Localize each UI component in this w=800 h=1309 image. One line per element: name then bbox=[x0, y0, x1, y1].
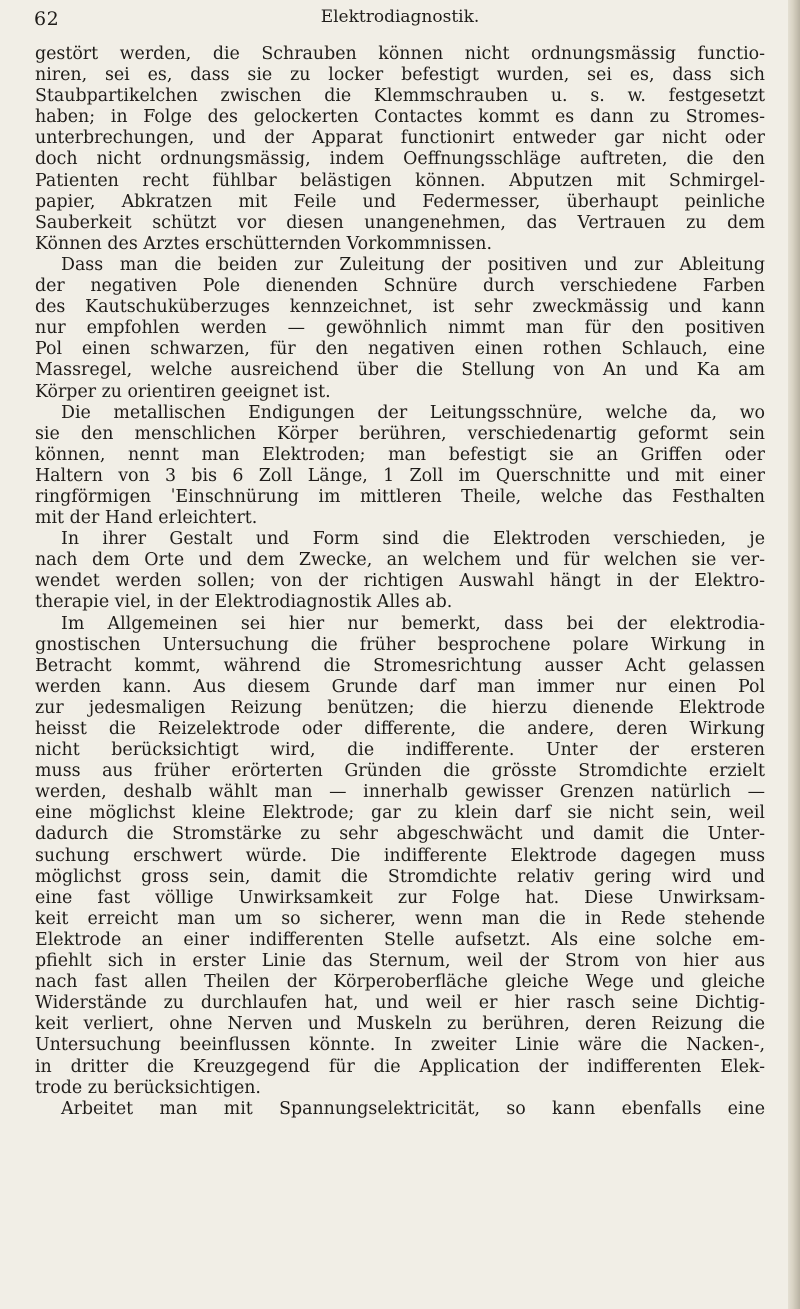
text-line: papier, Abkratzen mit Feile und Federmesser, überhaupt peinliche bbox=[35, 191, 765, 212]
text-line: Arbeitet man mit Spannungselektricität, so kann ebenfalls eine bbox=[61, 1098, 765, 1119]
text-line: Dass man die beiden zur Zuleitung der positiven und zur Ableitung bbox=[61, 254, 765, 275]
text-line: mit der Hand erleichtert. bbox=[35, 508, 258, 529]
page-edge bbox=[788, 0, 800, 1309]
page-number: 62 bbox=[34, 8, 60, 30]
text-line: suchung erschwert würde. Die indifferente Elektrode dagegen muss bbox=[35, 845, 765, 866]
text-line: Patienten recht fühlbar belästigen können. Abputzen mit Schmirgel- bbox=[35, 170, 765, 191]
text-line: Elektrode an einer indifferenten Stelle aufsetzt. Als eine solche em- bbox=[35, 929, 765, 950]
text-line: nach fast allen Theilen der Körperoberfläche gleiche Wege und gleiche bbox=[35, 972, 765, 993]
text-line: Betracht kommt, während die Stromesrichtung ausser Acht gelassen bbox=[35, 655, 765, 676]
text-line: doch nicht ordnungsmässig, indem Oeffnungsschläge auftreten, die den bbox=[35, 149, 765, 170]
text-line: muss aus früher erörterten Gründen die grösste Stromdichte erzielt bbox=[35, 761, 765, 782]
text-line: keit erreicht man um so sicherer, wenn man die in Rede stehende bbox=[35, 908, 765, 929]
text-line: werden, deshalb wählt man — innerhalb gewisser Grenzen natürlich — bbox=[35, 782, 765, 803]
text-line: Massregel, welche ausreichend über die Stellung von An und Ka am bbox=[35, 360, 765, 381]
running-title: Elektrodiagnostik. bbox=[320, 7, 480, 27]
text-line: haben; in Folge des gelockerten Contactes kommt es dann zu Stromes- bbox=[35, 107, 765, 128]
text-line: der negativen Pole dienenden Schnüre durch verschiedene Farben bbox=[35, 276, 765, 297]
text-line: können, nennt man Elektroden; man befestigt sie an Griffen oder bbox=[35, 444, 765, 465]
text-line: möglichst gross sein, damit die Stromdichte relativ gering wird und bbox=[35, 866, 765, 887]
text-line: Untersuchung beeinflussen könnte. In zweiter Linie wäre die Nacken-, bbox=[35, 1035, 765, 1056]
text-line: eine möglichst kleine Elektrode; gar zu klein darf sie nicht sein, weil bbox=[35, 803, 765, 824]
text-line: nach dem Orte und dem Zwecke, an welchem und für welchen sie ver- bbox=[35, 550, 765, 571]
text-line: dadurch die Stromstärke zu sehr abgeschwächt und damit die Unter- bbox=[35, 824, 765, 845]
text-line: nicht berücksichtigt wird, die indifferente. Unter der ersteren bbox=[35, 740, 765, 761]
text-line: Können des Arztes erschütternden Vorkommnissen. bbox=[35, 233, 493, 254]
text-line: heisst die Reizelektrode oder differente, die andere, deren Wirkung bbox=[35, 719, 765, 739]
text-line: des Kautschuküberzuges kennzeichnet, ist sehr zweckmässig und kann bbox=[35, 297, 765, 318]
text-line: eine fast völlige Unwirksamkeit zur Folge hat. Diese Unwirksam- bbox=[35, 887, 765, 908]
text-line: werden kann. Aus diesem Grunde darf man immer nur einen Pol bbox=[35, 676, 765, 697]
text-line: Pol einen schwarzen, für den negativen einen rothen Schlauch, eine bbox=[35, 339, 765, 360]
text-line: niren, sei es, dass sie zu locker befestigt wurden, sei es, dass sich bbox=[35, 65, 765, 86]
text-line: ringförmigen ˈEinschnürung im mittleren Theile, welche das Festhalten bbox=[35, 486, 765, 507]
text-line: pfiehlt sich in erster Linie das Sternum, weil der Strom von hier aus bbox=[35, 951, 765, 972]
text-line: zur jedesmaligen Reizung benützen; die hierzu dienende Elektrode bbox=[35, 697, 765, 718]
text-line: Sauberkeit schützt vor diesen unangenehmen, das Vertrauen zu dem bbox=[35, 212, 765, 233]
text-line: In ihrer Gestalt und Form sind die Elektroden verschieden, je bbox=[61, 529, 765, 550]
text-line: therapie viel, in der Elektrodiagnostik Alles ab. bbox=[35, 592, 453, 613]
text-line: Staubpartikelchen zwischen die Klemmschrauben u. s. w. festgesetzt bbox=[35, 86, 765, 107]
text-line: Die metallischen Endigungen der Leitungsschnüre, welche da, wo bbox=[61, 402, 765, 423]
text-line: Widerstände zu durchlaufen hat, und weil er hier rasch seine Dichtig- bbox=[35, 993, 765, 1014]
text-line: keit verliert, ohne Nerven und Muskeln zu berühren, deren Reizung die bbox=[35, 1014, 765, 1035]
text-line: wendet werden sollen; von der richtigen Auswahl hängt in der Elektro- bbox=[35, 571, 765, 592]
text-line: unterbrechungen, und der Apparat functionirt entweder gar nicht oder bbox=[35, 128, 765, 149]
text-line: Körper zu orientiren geeignet ist. bbox=[35, 381, 331, 402]
text-line: gestört werden, die Schrauben können nicht ordnungsmässig functio- bbox=[35, 44, 765, 64]
text-line: in dritter die Kreuzgegend für die Application der indifferenten Elek- bbox=[35, 1056, 765, 1077]
text-line: Haltern von 3 bis 6 Zoll Länge, 1 Zoll im Querschnitte und mit einer bbox=[35, 465, 765, 486]
body-text bbox=[35, 44, 765, 1120]
text-line: nur empfohlen werden — gewöhnlich nimmt man für den positiven bbox=[35, 318, 765, 339]
text-line: trode zu berücksichtigen. bbox=[35, 1077, 261, 1098]
text-line: Im Allgemeinen sei hier nur bemerkt, dass bei der elektrodia- bbox=[61, 613, 765, 634]
text-line: sie den menschlichen Körper berühren, verschiedenartig geformt sein bbox=[35, 423, 765, 444]
text-line: gnostischen Untersuchung die früher besprochene polare Wirkung in bbox=[35, 634, 765, 655]
